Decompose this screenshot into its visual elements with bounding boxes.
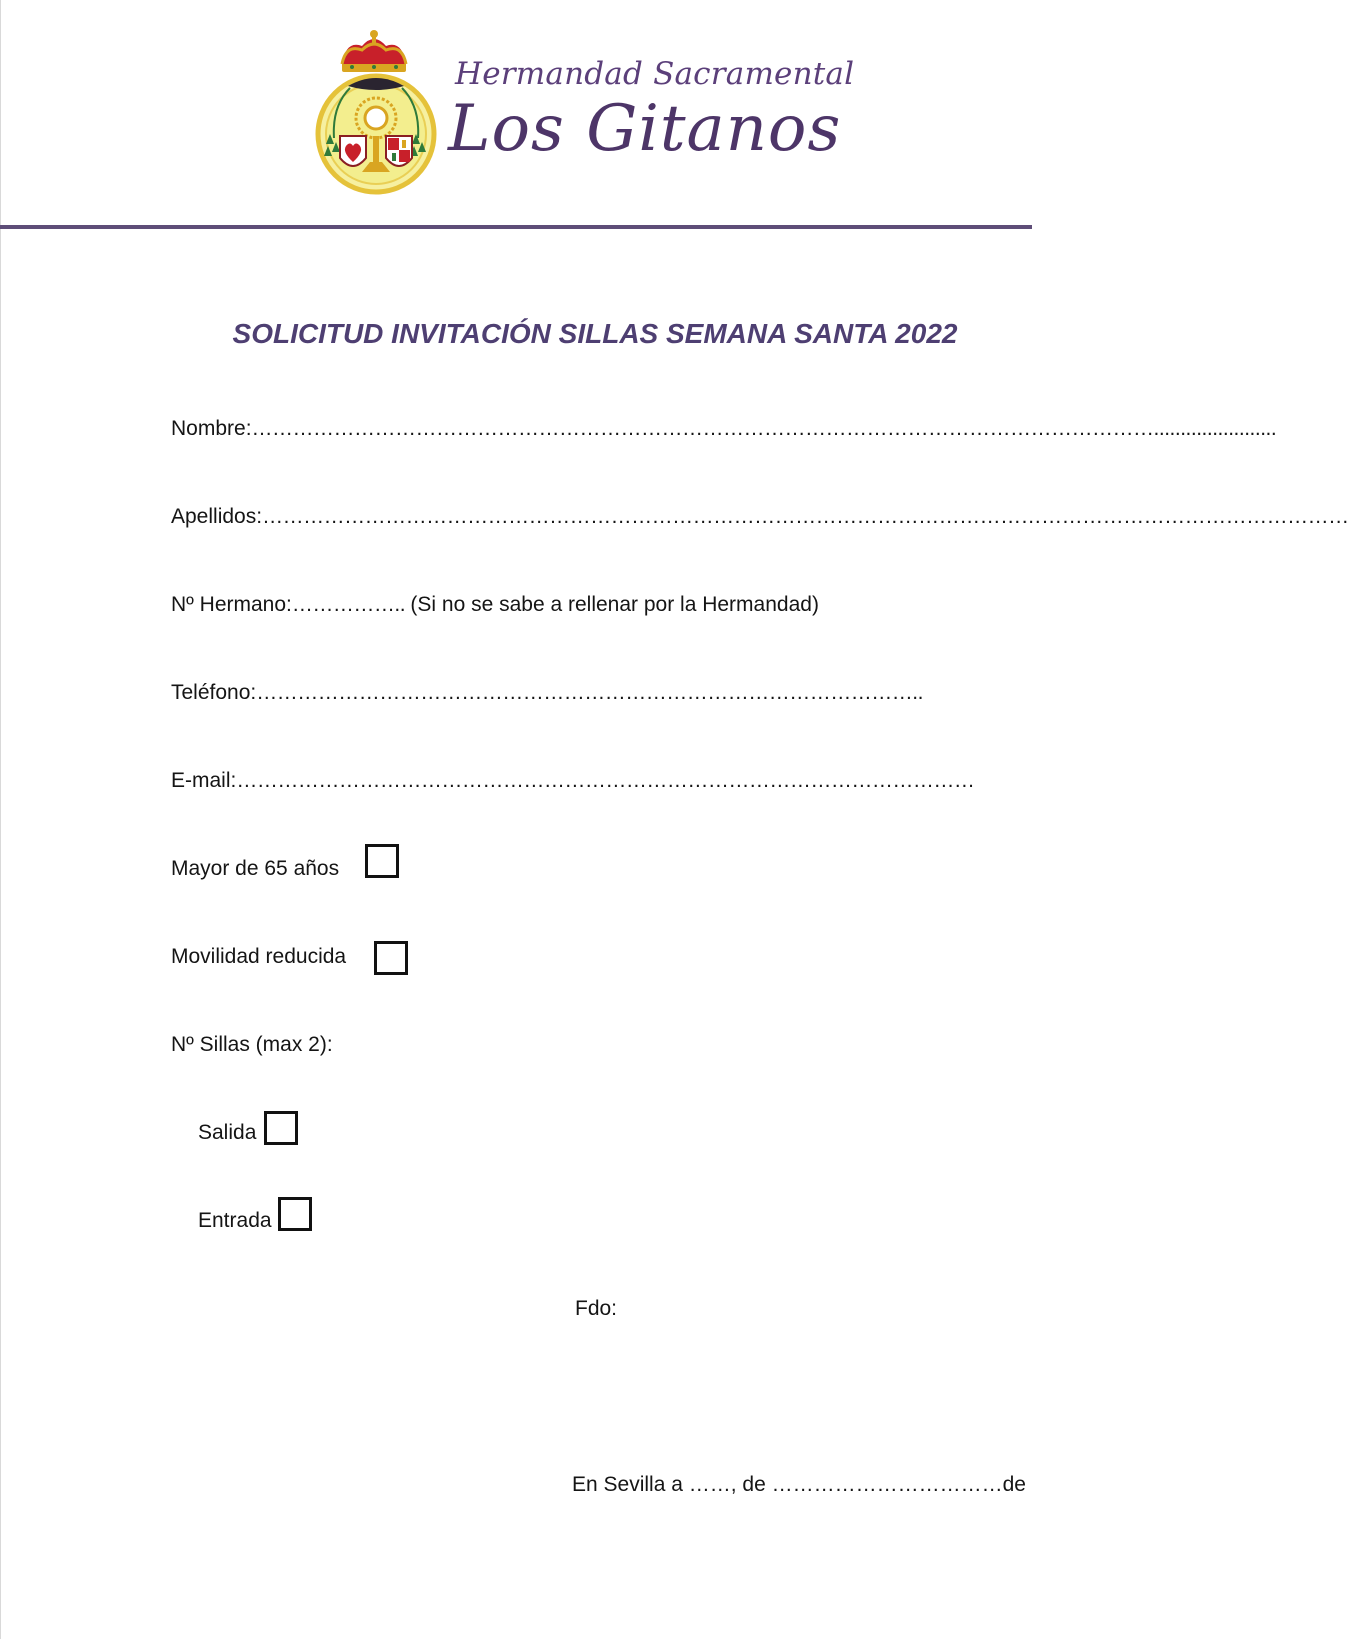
salida-label: Salida xyxy=(198,1121,257,1144)
email-label: E-mail: xyxy=(171,769,237,792)
apellidos-label: Apellidos: xyxy=(171,505,263,528)
brand-name-line2: Los Gitanos xyxy=(448,92,842,166)
telefono-label: Teléfono: xyxy=(171,681,257,704)
email-field[interactable] xyxy=(171,769,974,793)
telefono-blank-line[interactable]: …………………………………………………………………………………….. xyxy=(256,681,923,704)
firma-label: Fdo: xyxy=(575,1297,618,1320)
email-blank-line[interactable]: ……………………………………………………………………………………………… xyxy=(236,769,975,792)
arms-shield-icon xyxy=(386,136,412,166)
fecha-line[interactable]: En Sevilla a ……, de ……………………………de xyxy=(572,1473,1026,1496)
entrada-checkbox[interactable] xyxy=(278,1197,312,1231)
salida-checkbox[interactable] xyxy=(264,1111,298,1145)
nombre-field[interactable] xyxy=(171,417,1276,441)
mayor65-checkbox[interactable] xyxy=(365,844,399,878)
header-divider xyxy=(0,225,1032,229)
apellidos-blank-line[interactable]: …………………………………………………………………………………………………………………………………………… xyxy=(262,505,1349,528)
hermano-note: (Si no se sabe a rellenar por la Hermandad) xyxy=(410,593,819,616)
movilidad-checkbox[interactable] xyxy=(374,941,408,975)
mayor65-label: Mayor de 65 años xyxy=(171,857,340,880)
page-edge xyxy=(0,0,1,1639)
crest-logo-icon xyxy=(312,26,440,196)
hermano-field[interactable] xyxy=(171,593,819,617)
movilidad-label: Movilidad reducida xyxy=(171,945,347,968)
nombre-label: Nombre: xyxy=(171,417,252,440)
sillas-label: Nº Sillas (max 2): xyxy=(171,1033,333,1056)
document-title: SOLICITUD INVITACIÓN SILLAS SEMANA SANTA 2022 xyxy=(232,318,958,349)
nombre-blank-line[interactable]: ……………………………………………………………………………………………………………………....................... xyxy=(251,417,1277,440)
entrada-label: Entrada xyxy=(198,1209,272,1232)
hermano-blank-line[interactable]: …………….. xyxy=(291,593,411,616)
brand-name-line1: Hermandad Sacramental xyxy=(455,56,855,92)
hermano-label: Nº Hermano: xyxy=(171,593,292,616)
telefono-field[interactable] xyxy=(171,681,923,705)
crown-icon xyxy=(342,30,406,72)
heart-shield-icon xyxy=(340,136,366,166)
apellidos-field[interactable] xyxy=(171,505,1349,529)
